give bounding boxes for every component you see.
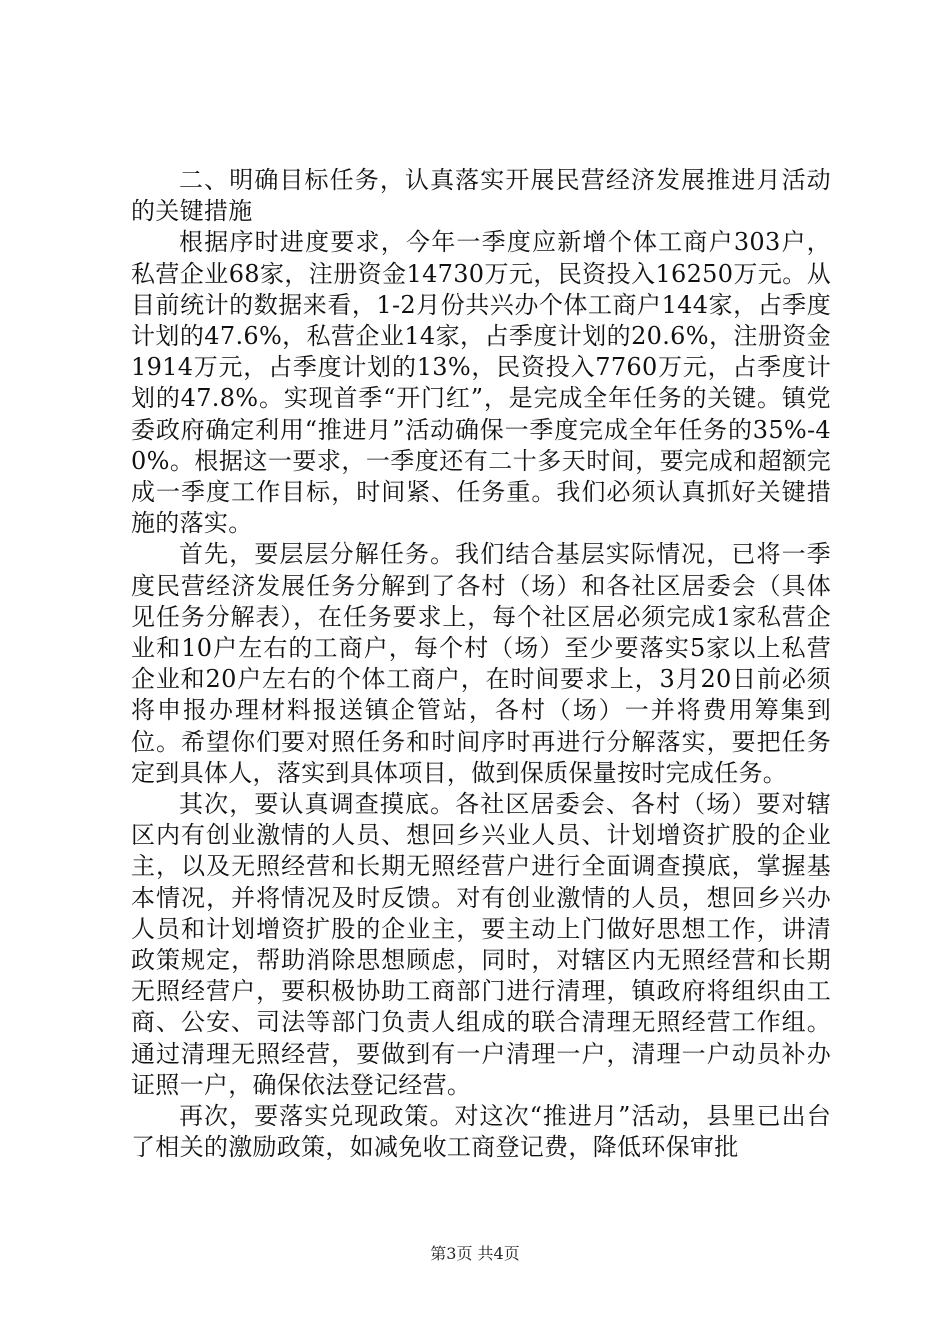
body-paragraph-second-measure: 其次，要认真调查摸底。各社区居委会、各村（场）要对辖区内有创业激情的人员、想回乡兴业人员、计划增资扩股的企业主，以及无照经营和长期无照经营户进行全面调查摸底，掌握基本情况，并将情况及时反馈。对有创业激情的人员，想回乡兴办人员和计划增资扩股的企业主，要主动上门做好思想工作，讲清政策规定，帮助消除思想顾虑，同时，对辖区内无照经营和长期无照经营户，要积极协助工商部门进行清理，镇政府将组织由工商、公安、司法等部门负责人组成的联合清理无照经营工作组。通过清理无照经营，要做到有一户清理一户，清理一户动员补办证照一户，确保依法登记经营。	[131, 790, 831, 1099]
section-heading-paragraph: 二、明确目标任务，认真落实开展民营经济发展推进月活动的关键措施	[131, 166, 831, 226]
body-paragraph-progress: 根据序时进度要求，今年一季度应新增个体工商户303户，私营企业68家，注册资金14730万元，民资投入16250万元。从目前统计的数据来看，1-2月份共兴办个体工商户144家，占季度计划的47.6%，私营企业14家，占季度计划的20.6%，注册资金1914万元，占季度计划的13%，民资投入7760万元，占季度计划的47.8%。实现首季“开门红”，是完成全年任务的关键。镇党委政府确定利用“推进月”活动确保一季度完成全年任务的35%-40%。根据这一要求，一季度还有二十多天时间，要完成和超额完成一季度工作目标，时间紧、任务重。我们必须认真抓好关键措施的落实。	[131, 228, 831, 538]
page-footer	[0, 1244, 950, 1264]
page-number-label: 第3页 共4页	[430, 1244, 520, 1263]
body-paragraph-first-measure: 首先，要层层分解任务。我们结合基层实际情况，已将一季度民营经济发展任务分解到了各村（场）和各社区居委会（具体见任务分解表），在任务要求上，每个社区居必须完成1家私营企业和10户左右的工商户，每个村（场）至少要落实5家以上私营企业和20户左右的个体工商户，在时间要求上，3月20日前必须将申报办理材料报送镇企管站，各村（场）一并将费用筹集到位。希望你们要对照任务和时间序时再进行分解落实，要把任务定到具体人，落实到具体项目，做到保质保量按时完成任务。	[131, 540, 831, 787]
document-body	[131, 165, 831, 1164]
body-paragraph-third-measure: 再次，要落实兑现政策。对这次“推进月”活动，县里已出台了相关的激励政策，如减免收工商登记费，降低环保审批	[131, 1102, 831, 1162]
